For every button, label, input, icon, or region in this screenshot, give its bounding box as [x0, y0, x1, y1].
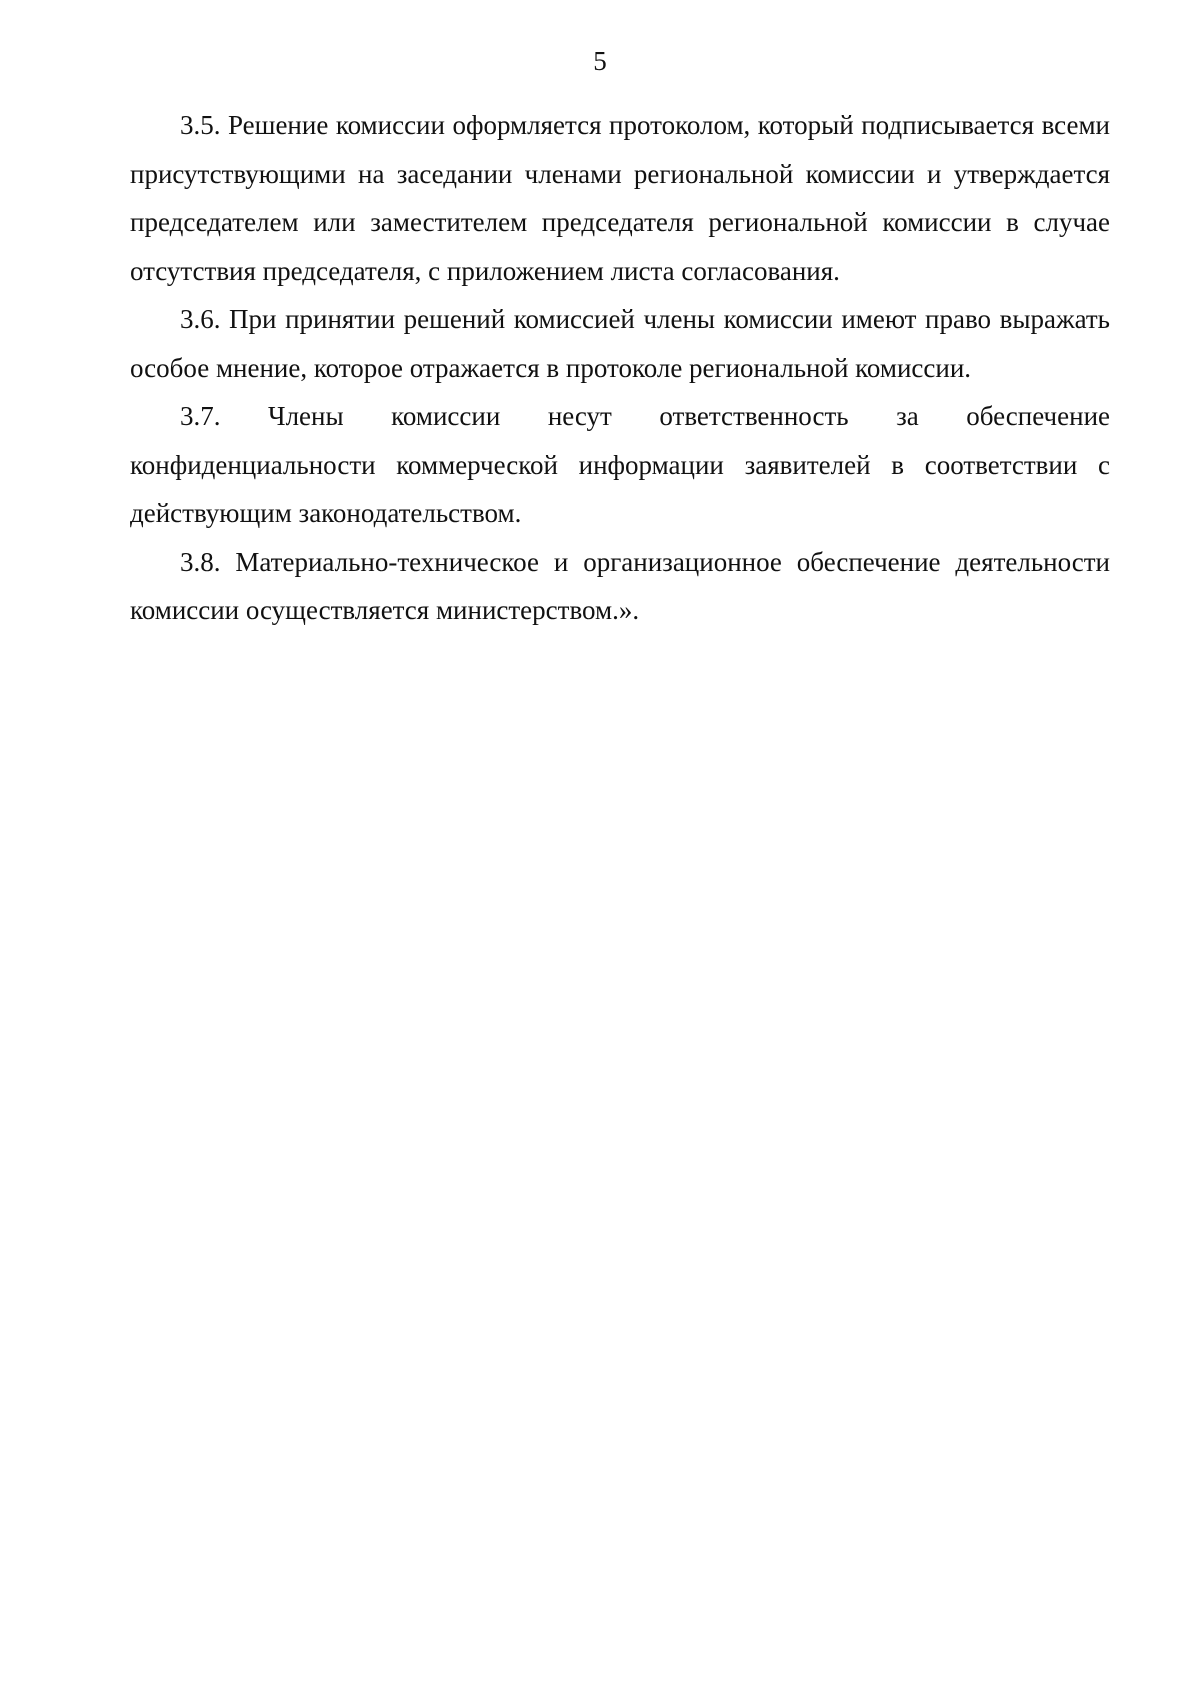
paragraph-3-7: 3.7. Члены комиссии несут ответственность за обеспечение конфиденциальности коммерческой информации заявителей в соответствии с действующим законодательством.: [130, 401, 1110, 528]
paragraph-3-8: 3.8. Материально-техническое и организационное обеспечение деятельности комиссии осуществляется министерством.».: [130, 546, 1110, 625]
paragraph-3-5: 3.5. Решение комиссии оформляется протоколом, который подписывается всеми присутствующими на заседании членами региональной комиссии и утверждается председателем или заместителем председателя региональной комиссии в случае отсутствия председателя, с приложением листа согласования.: [130, 110, 1110, 286]
document-body: [130, 101, 1110, 635]
page-number: 5: [593, 46, 607, 76]
paragraph-3-6: 3.6. При принятии решений комиссией члены комиссии имеют право выражать особое мнение, которое отражается в протоколе региональной комиссии.: [130, 304, 1110, 383]
